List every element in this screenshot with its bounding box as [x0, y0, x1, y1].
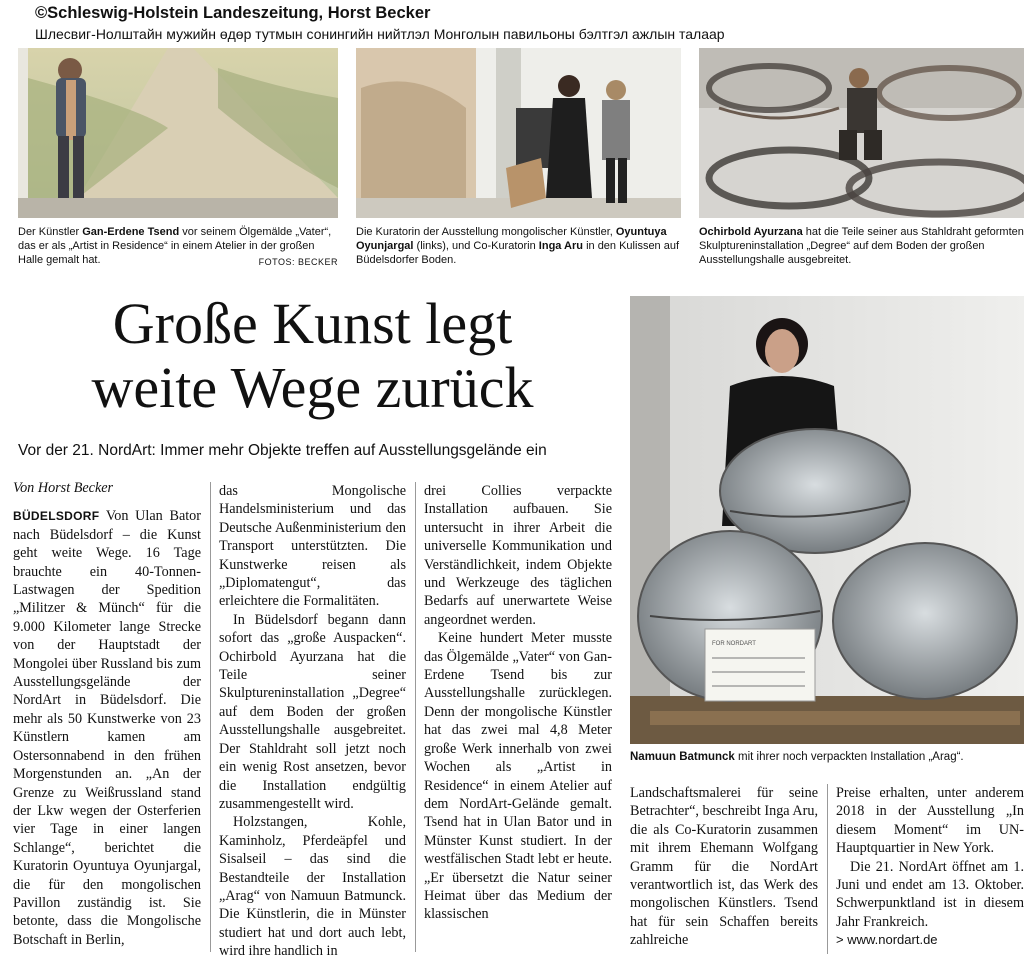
- article-column-4: Landschaftsmalerei für seine Betrachter“, beschreibt Inga Aru, die als Co-Kuratorin zusammen mit ihrem Ehemann Wolfgang Gramm für die NordArt verantwortlich ist, das Werk des mongolischen Künstlers. Tsend hat für sein Schaffen bereits zahlreiche: [630, 785, 818, 949]
- mongolian-caption: Шлесвиг-Нолштайн мужийн өдөр тутмын сонингийн нийтлэл Монголын павильоны бэлтгэл ажлын талаар: [35, 26, 725, 42]
- byline: Von Horst Becker: [13, 480, 114, 496]
- column-divider: [827, 784, 828, 954]
- artist-name: Gan-Erdene Tsend: [82, 226, 180, 238]
- article-column-1: Von Horst Becker BÜDELSDORF Von Ulan Bator nach Büdelsdorf – die Kunst geht weite Wege. 16 Tage brauchte ein 40-Tonnen-Lastwagen der Spedition „Militzer & Münch“ für die 9.000 Kilometer lange Strecke von der Hauptstadt der Mongolei über Russland bis zum Ausstellungsgelände der NordArt in Büdelsdorf. Die mehr als 50 Kunstwerke von 23 Künstlern kamen am Ostersonnabend in den frühen Morgenstunden an. „An der Grenze zu Weißrussland stand der Lkw wegen der Osterferien vier Tage in einer langen Schlange“, berichtet die Kuratorin Oyuntuya Oyunjargal, die für den mongolischen Pavillon zuständig ist. Sie betonte, dass die Mongolische Botschaft in Berlin,: [13, 480, 201, 948]
- photo3-caption: Ochirbold Ayurzana hat die Teile seiner aus Stahldraht geformten Skulptureninstallation „Degree“ auf dem Boden der großen Ausstellungshalle ausgebreitet.: [699, 226, 1024, 266]
- main-photo-caption: Namuun Batmunck mit ihrer noch verpackten Installation „Arag“.: [630, 751, 964, 763]
- photo-credit: FOTOS: BECKER: [258, 257, 338, 267]
- photo-wire-sculpture: [699, 48, 1024, 218]
- article-column-3: drei Collies verpackte Installation aufbauen. Sie untersucht in ihrer Arbeit die universelle Kommunikation und Verständlichkeit, indem Objekte und Werkzeuge des täglichen Bedarfs auf unerwartete Weise angeordnet werden. Keine hundert Meter musste das Ölgemälde „Vater“ von Gan-Erdene Tsend bis zur Ausstellungshalle zurücklegen. Denn der mongolische Künstler hat das zwei mal 4,8 Meter große Werk innerhalb von zwei Wochen als „Artist in Residence“ in einem Atelier auf dem NordArt-Gelände gemalt. Tsend hat in Ulan Bator und in Münster Kunst studiert. In der westfälischen Stadt lebt er heute. „Er übersetzt die Natur seiner Heimat über das Medium der klassischen: [424, 483, 612, 923]
- photo-curators: [356, 48, 681, 218]
- column-divider: [415, 482, 416, 952]
- copyright-credit: ©Schleswig-Holstein Landeszeitung, Horst Becker: [35, 4, 431, 22]
- article-subhead: Vor der 21. NordArt: Immer mehr Objekte treffen auf Ausstellungsgelände ein: [18, 442, 547, 459]
- photo2-caption: Die Kuratorin der Ausstellung mongolischer Künstler, Oyuntuya Oyunjargal (links), und Co-Kuratorin Inga Aru in den Kulissen auf Büdelsdorfer Boden.: [356, 226, 680, 266]
- photo-main-installation: [630, 296, 1024, 744]
- bale-tag-text: FOR NORDART: [712, 641, 756, 647]
- dateline: BÜDELSDORF: [13, 509, 100, 524]
- article-headline: Große Kunst legt weite Wege zurück: [91, 291, 534, 420]
- column-divider: [210, 482, 211, 952]
- photo1-caption: Der Künstler Gan-Erdene Tsend vor seinem Ölgemälde „Vater“, das er als „Artist in Residence“ in einem Atelier in der großen Halle gemalt hat. FOTOS: BECKER: [18, 226, 338, 267]
- article-column-2: das Mongolische Handelsministerium und das Deutsche Außenministerium den Transport unterstützten. Die Kunstwerke reisen als „Diplomatengut“, das erleichtere die Formalitäten. In Büdelsdorf begann dann sofort das „große Auspacken“. Ochirbold Ayurzana hat die Teile seiner Skulptureninstallation „Degree“ auf dem Boden der großen Ausstellungshalle ausgebreitet. Der Stahldraht soll jetzt noch ein wenig Rost ansetzen, bevor die Installation endgültig zusammengestellt wird. Holzstangen, Kohle, Kaminholz, Pferdeäpfel und Sisalseil – das sind die Bestandteile der Installation „Arag“ von Namuun Batmunck. Die Künstlerin, die in Münster studiert hat und dort auch lebt, wird ihre handlich in: [219, 483, 406, 960]
- website-link[interactable]: > www.nordart.de: [836, 932, 938, 948]
- photo-artist-painting: [18, 48, 338, 218]
- article-column-5: Preise erhalten, unter anderem 2018 in der Ausstellung „In diesem Moment“ im UN-Hauptquartier in New York. Die 21. NordArt öffnet am 1. Juni und endet am 13. Oktober. Schwerpunktland ist in diesem Jahr Frankreich. > www.nordart.de: [836, 784, 1024, 950]
